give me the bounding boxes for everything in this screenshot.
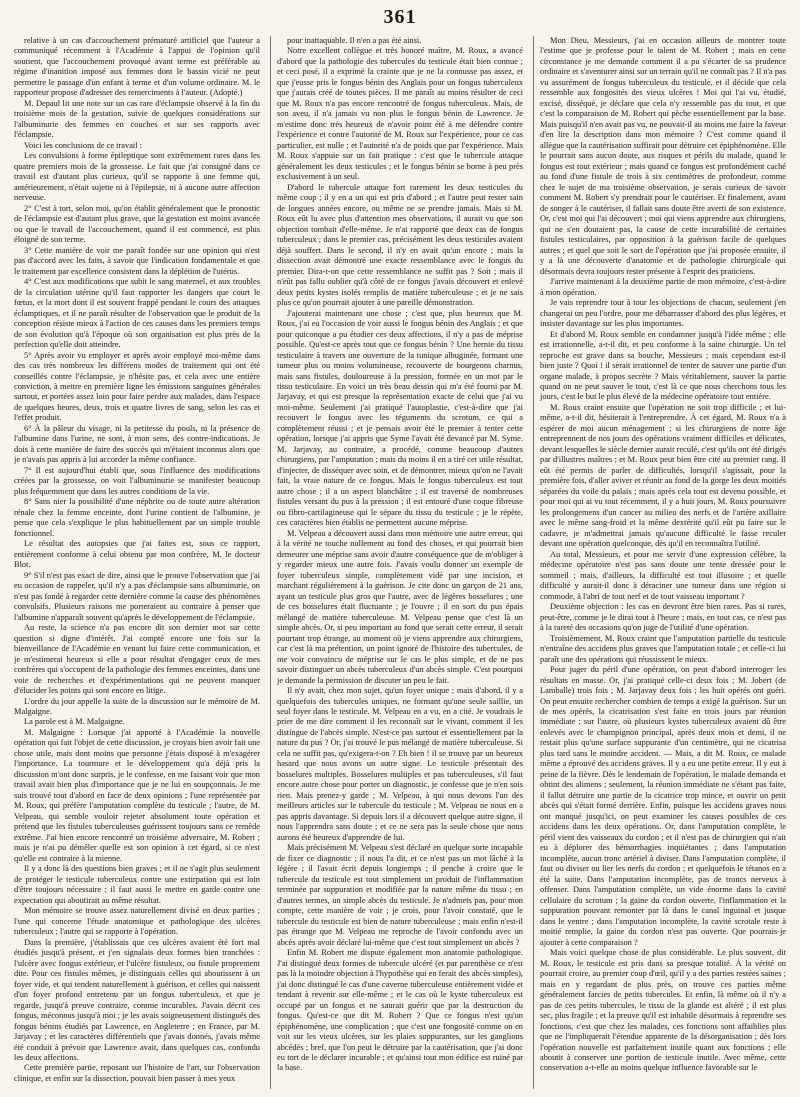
paragraph: 5° Après avoir vu employer et après avoir employé moi-même dans des cas très nombreux les différens modes de traitement qui ont été conseillés contre l'éclampsie, je n'hésite pas, et cela avec une entière conviction, à mettre en première ligne les émissions sanguines générales surtout, et portées assez loin pour faire perdre aux malades, dans l'espace de quelques heures, deux, trois et quatre livres de sang, selon les cas et l'effet produit.	[14, 350, 260, 423]
paragraph: D'abord le tubercule attaque fort rarement les deux testicules du même coup ; il y en a un qui est pris d'abord ; et l'autre peut rester sain de longues années encore, ou même ne se prendre jamais. Mais si M. Roux eût lu avec plus d'attention mes observations, il aurait vu que son objection tombait d'elle-même. Je n'ai rapporté que deux cas de fongus tuberculeux ; dans le premier cas, précisément les deux testicules avaient déjà souffert. Dans le second, il n'y en avait qu'un encore ; mais la dissection avait démontré une exacte ressemblance avec le fongus du premier. Dira-t-on que cette ressemblance ne suffit pas ? Soit ; mais il n'eût pas fallu oublier qu'à côté de ce fongus j'avais découvert et enlevé deux petits kystes isolés remplis de matière tuberculeuse ; et je ne sais plus ce qu'on pourrait ajouter à une pareille démonstration.	[277, 182, 523, 308]
paragraph: M. Velpeau a découvert aussi dans mon mémoire une autre erreur, qui à la vérité ne touche nullement au fond des choses, et qui pourrait bien demeurer une méprise sans avoir d'autre conséquence que de m'obliger à y regarder mieux une autre fois. J'avais voulu donner un exemple de foyer tuberculeux simple, complètement vidé par une incision, et marchant régulièrement à la guérison. Je cite donc un garçon de 21 ans, ayant un testicule plus gros que l'autre, avec de légères bosselures ; une de ces bosselures était fluctuante ; je l'ouvre ; il en sort du pus épais mélangé de matière tuberculeuse. M. Velpeau pense que c'est là un simple abcès. Or, si peu important au fond que serait cette erreur, il serait pourtant trop étrange, au moment où je viens apprendre aux chirurgiens, car c'est là ma prétention, un point ignoré de l'histoire des tubercules, de me voir convaincu de méprise sur le cas le plus simple, et de ne pas savoir distinguer un abcès tuberculeux d'un abcès simple. C'est pourquoi je demande la permission de discuter un peu le fait.	[277, 528, 523, 685]
paragraph: Deuxième objection : les cas en devront être bien rares. Pas si rares, peut-être, comme je le dirai tout à l'heure ; mais, en tout cas, ce n'est pas à la rareté des occasions qu'on juge de l'utilité d'une opération.	[540, 602, 786, 633]
paragraph: Au total, Messieurs, et pour me servir d'une expression célèbre, la médecine opératoire n'est pas sans doute une tente dressée pour le sommeil ; mais, d'ailleurs, la difficulté est tout illusoire ; et quelle difficulté y aurait-il donc à déraciner une tumeur dans une région si commode, à l'abri de tout nerf et de tout vaisseau important ?	[540, 549, 786, 601]
paragraph: M. Depaul lit une note sur un cas rare d'éclampsie observé à la fin du troisième mois de la gestation, suivie de quelques considérations sur l'albuminurie des femmes en couches et sur ses rapports avec l'éclampsie.	[14, 98, 260, 140]
paragraph: Enfin M. Robert me dispute également mon anatomie pathologique. J'ai distingué deux formes de tubercule ulcéré (et par parenthèse ce n'est pas là la moindre objection à l'hypothèse qui en ferait des abcès simples), j'ai donc distingué le cas d'une caverne tuberculeuse entièrement vidée et tendant à revenir sur elle-même ; et le cas où le kyste tuberculeux est occupé par un fongus et ne saurait guérir que par la destruction du fongus. Qu'est-ce que dit M. Robert ? Que ce fongus n'est qu'un épiphénomène, une complication ; que c'est une fongosité comme on en voit sur les vieux ulcères, sur les plaies suppurantes, sur les ganglions abcédés ; bref, que l'on peut le détruire par la cautérisation, que j'ai donc eu tort de le déclarer incurable ; et qu'ainsi tout mon édifice est ruiné par la base.	[277, 948, 523, 1073]
paragraph: Le résultat des autopsies que j'ai faites est, sous ce rapport, entièrement conforme à celui obtenu par mon confrère, M. le docteur Blot.	[14, 539, 260, 570]
paragraph: Il n'y avait, chez mon sujet, qu'un foyer unique ; mais d'abord, il y a quelquefois des tubercules uniques, ne formant qu'une seule saillie, un seul foyer dans le testicule. M. Velpeau en a vu, en a cité. Je voudrais le prier de me dire comment il les reconnaît sur le vivant, comment il les distingue de l'abcès simple. N'est-ce pas surtout et essentiellement par la nature du pus ? Or, j'ai trouvé le pus mélangé de matière tuberculeuse. Si cela ne suffit pas, qu'exigera-t-on ? Eh bien ! il se trouve par un heureux hasard que nous avons un autre signe. Le testicule présentait des bosselures multiples. Bosselures multiples et pas tuberculeuses, s'il faut encore autre chose pour porter un diagnostic, je confesse que je n'en sois rien. Mais prenez-y garde ; M. Velpeau, à qui nous devons l'un des meilleurs articles sur le tubercule du testicule ; M. Velpeau ne nous en a pas appris davantage. Si depuis lors il a découvert quelque autre signe, il nous l'apprendra sans doute ; et ce ne sera pas la seule chose que nous aurons été heureux d'apprendre de lui.	[277, 686, 523, 842]
paragraph: Les convulsions à forme épileptique sont extrêmement rares dans les quatre premiers mois de la grossesse. Le fait que j'ai consigné dans ce travail est d'autant plus curieux, qu'il se rapporte à une femme qui, antérieurement, n'était sujette ni à l'épilepsie, ni à aucune autre affection nerveuse.	[14, 151, 260, 203]
paragraph: 8° Sans nier la possibilité d'une néphrite ou de toute autre altération rénale chez la femme enceinte, dont l'urine contient de l'albumine, je pense que cela s'explique le plus habituellement par un simple trouble fonctionnel.	[14, 497, 260, 538]
text-columns	[14, 36, 786, 1089]
paragraph: Au reste, la science n'a pas encore dit son dernier mot sur cette question si digne d'intérêt. J'ai compté encore une fois sur la bienveillance de l'Académie en venant lui faire cette communication, et je m'estimerai heureux si elle a pour résultat d'engager ceux de mes confrères qui s'occupent de la pathologie des femmes enceintes, dans une voie de recherches et d'expérimentations qui ne peuvent manquer d'élucider les points qui sont encore en litige.	[14, 623, 260, 696]
paragraph: 6° À la pâleur du visage, ni la petitesse du pouls, ni la présence de l'albumine dans l'urine, ne sont, à mon sens, des contre-indications. Je dois à cette manière de faire des succès qui m'étaient inconnus alors que je n'avais pas appris à lui accorder la même confiance.	[14, 423, 260, 465]
paragraph: Mais voici quelque chose de plus considérable. Le plus souvent, dit M. Roux, le testicule est pris dans sa presque totalité. À la vérité on pourrait croire, au premier coup d'œil, qu'il y a des parties restées saines ; mais en y regardant de plus près, on trouve ces parties même généralement farcies de petits tubercules. Et enfin, là même où il n'y a pas de ces petits tubercules, le tissu de la glande est altéré ; il est plus sec, plus fragile ; et la preuve qu'il est inhabile désormais à reprendre ses fonctions, c'est que chez les malades, ces fonctions sont affaiblies plus que ne l'impliquerait l'étendue apparente de la désorganisation ; dès lors l'opération nouvelle est parfaitement inutile quant aux fonctions ; elle aboutit à conserver une portion de testicule inutile. Avec même, cette conservation a-t-elle au moins quelque influence favorable sur le	[540, 948, 786, 1073]
page-number: 361	[383, 6, 417, 28]
column-right	[533, 36, 786, 1089]
paragraph: J'ajouterai maintenant une chose ; c'est que, plus heureux que M. Roux, j'ai eu l'occasion de voir aussi le fongus bénin des Anglais ; et que pour quiconque a pu étudier ces deux affections, il n'y a pas de méprise possible. Qu'est-ce après tout que ce fongus bénin ? Une hernie du tissu testiculaire à travers une ouverture de la tunique albuginée, formant une tumeur plus ou moins volumineuse, recouverte de bourgeons charnus, mais sans fistules, douloureuse à la pression, formée en un mot par le tissu testiculaire. En voici un très beau dessin qui m'a été fourni par M. Jarjavay, et qui est presque la représentation exacte de celui que j'ai vu moi-même. Seulement j'ai pratiqué l'autoplastie, c'est-à-dire que j'ai recouvert le fongus avec les téguments du scrotum, ce qui a complètement réussi ; et je pensais avoir été le premier à tenter cette opération, lorsque j'ai appris que Syme l'avait été devancé par M. Syme. M. Jarjavay, au contraire, a procédé, comme beaucoup d'autres chirurgiens, par l'amputation ; mais du moins il en a tiré cet utile résultat, d'injecter, de disséquer avec soin, et de démontrer, mieux qu'on ne l'avait fait, la vraie nature de ce fongus. Mais le fongus tuberculeux est tout autre chose ; il a un aspect blanchâtre ; il est traversé de nombreuses fistules versant du pus à la pression ; il est entouré d'une coque fibreuse ou fibro-cartilagineuse qui le sépare du tissu du testicule ; je le répète, ces caractères bien établis ne permettent aucune méprise.	[277, 308, 523, 528]
column-left	[14, 36, 260, 1089]
paragraph: Mon mémoire se trouve assez naturellement divisé en deux parties ; l'une qui concerne l'étude anatomique et pathologique des ulcères tuberculeux ; l'autre qui se rapporte à l'opération.	[14, 906, 260, 937]
paragraph: relative à un cas d'accouchement prématuré artificiel que l'auteur a communiqué récemment à l'Académie à l'appui de l'opinion qu'il soutient, que l'accouchement provoqué avant terme est préférable au régime d'inanition imposé aux femmes dont le bassin vicié ne peut permettre le passage d'un enfant à terme et d'un volume ordinaire. M. le rapporteur propose d'adresser des remerciments à l'auteur. (Adopté.)	[14, 36, 260, 98]
paragraph: J'arrive maintenant à la deuxième partie de mon mémoire, c'est-à-dire à mon opération.	[540, 277, 786, 297]
paragraph: Pour juger du péril d'une opération, on peut d'abord interroger les résultats en masse. Or, j'ai pratiqué celle-ci deux fois ; M. Jobert (de Lamballe) trois fois ; M. Jarjavay deux fois ; les huit opérés ont guéri. On peut ensuite rechercher combien de temps a exigé la guérison. Sur un de mes opérés, la cicatrisation s'est faite en trois jours par réunion immédiate ; sur l'autre, où plusieurs kystes tuberculeux avaient dû être enlevés avec le champignon principal, après deux mois et demi, il ne restait plus qu'une surface suppurante d'un centimètre, qui ne cicatrisa plus tard sans le moindre accident. — Mais, a dit M. Roux, ce malade même a éprouvé des accidens graves. Il y a eu une petite erreur. Il y eut à peine de la fièvre. Dès le lendemain de l'opération, le malade demanda et obtint des alimens ; seulement, la réunion immédiate ne s'étant pas faite, il fallut détruire une partie de la cicatrice trop mince, et ouvrir un petit abcès qui s'était formé derrière. Enfin, puisque les accidens graves nous ont manqué jusqu'ici, on peut examiner les causes possibles de ces accidens dans les deux opérations. Or, dans l'amputation complète, le péril vient des vaisseaux du cordon ; et il n'est pas de chirurgien qui n'ait eu à déplorer des hémorrhagies inquiétantes ; dans l'amputation incomplète, aucun tronc artériel à diviser. Dans l'amputation complète, il faut ou diviser ou lier les nerfs du cordon ; et quelquefois le tétanos en a été la suite. Dans l'amputation incomplète, pas de troncs nerveux à offenser. Dans l'amputation complète, un vide énorme dans la cavité cellulaire du scrotum ; la gaine du cordon ouverte, l'inflammation et la suppuration pouvant remonter par là dans le canal inguinal et jusque dans le ventre ; dans l'amputation incomplète, la cavité scrotale reste à moitié remplie, la gaine du cordon n'est pas ouverte. Que pourrais-je ajouter à cette comparaison ?	[540, 665, 786, 947]
paragraph: pour inattaquable. Il n'en a pas été ainsi.	[287, 36, 422, 45]
paragraph: Notre excellent collègue et très honoré maître, M. Roux, a avancé d'abord que la pathologie des tubercules du testicule était bien connue ; et ceci posé, il a exprimé la crainte que je ne la connusse pas assez, et que j'eusse pris le fongus bénin des Anglais pour un fongus tuberculeux que j'aurais créé de toutes pièces. Il me paraît au moins résulter de ceci que M. Roux n'a pas encore rencontré de fongus tuberculeux. Mais, de son aveu, il n'a jamais vu non plus le fongus bénin de Lawrence. Je m'estime donc très heureux de n'avoir point été à me défendre contre l'expérience et contre l'autorité de M. Roux sur l'expérience, pour ce cas particulier, est nulle ; et l'autorité n'a de poids que par l'expérience. Mais M. Roux s'appuie sur un fait pratique : c'est que le tubercule attaque généralement les deux testicules ; et le fongus bénin se borne à peu près exclusivement à un seul.	[277, 46, 523, 182]
paragraph: Et d'abord M. Roux semble en condamner jusqu'à l'idée même ; elle est irrationnelle, a-t-il dit, et peu conforme à la saine chirurgie. Un tel reproche est grave dans sa bouche, Messieurs ; mais cependant est-il bien juste ? Quoi ! il serait irrationnel de tenter de sauver une partie d'un organe malade, à propos secrète ? Mais véritablement, sauver la partie quand on ne peut sauver le tout, c'est là ce que nous cherchons tous les jours, c'est le but le plus élevé de la médecine opératoire tout entière.	[540, 329, 786, 402]
paragraph: 3° Cette manière de voir me paraît fondée sur une opinion qui n'est pas d'accord avec les faits, à savoir que l'indication fondamentale et que le traitement par excellence consistent dans la déplétion de l'utérus.	[14, 245, 260, 276]
paragraph: Mais précisément M. Velpeau s'est déclaré en quelque sorte incapable de fixer ce diagnostic ; il nous l'a dit, et ce n'est pas un mot lâché à la légère ; il l'avait écrit depuis longtemps ; il penche à croire que le tubercule du testicule est tout simplement un produit de l'inflammation terminée par suppuration et modifiée par la nature même du tissu ; en d'autres termes, un simple abcès du testicule. Je n'admets pas, pour mon compte, cette manière de voir ; je crois, pour l'avoir constaté, que le tubercule du testicule est bien de nature tuberculeuse ; mais enfin n'est-il pas étrange que M. Velpeau me reproche de l'avoir confondu avec un abcès après avoir déclaré lui-même que c'est tout simplement un abcès ?	[277, 843, 523, 947]
paragraph: Mon Dieu, Messieurs, j'ai en occasion ailleurs de montrer toute l'estime que je professe pour le talent de M. Robert ; mais en cette circonstance je me demande comment il a pu s'écarter de sa prudence ordinaire et s'aventurer ainsi sur un terrain qu'il ne connaît pas ? Il n'a pas vu assurément de fongus tuberculeux du testicule, et il décide que cela ressemble aux fongosités des vieux ulcères ! Moi qui l'ai vu, étudié, excisé, disséqué, je déclare que cela n'y ressemble pas du tout, et que c'est la comparaison de M. Robert qui pèche essentiellement par la base. Mais puisqu'il n'en avait pas vu, ne pouvait-il au moins me faire la faveur d'en lire la description dans mon mémoire ? C'est comme quand il allègue que la cautérisation suffirait pour détruire cet épiphénomène. Elle le pourrait sans aucun doute, aux risques et périls du malade, quand le fongus est tout extérieur ; mais quand ce fongus est profondément caché au fond d'une fistule de trois à six centimètres de profondeur, comme chez le sujet de ma troisième observation, je serais curieux de savoir comment M. Robert s'y prendrait pour le cautériser. Et finalement, avant de songer à le cautériser, il fallait sans doute être averti de son existence. Or, c'est moi qui l'ai découvert ; moi qui viens apprendre aux chirurgiens, qui ne s'en doutaient pas, la cause de cette incurabilité de certaines fistules testiculaires, par opposition à la guérison facile de quelques autres ; et quel que soit le sort de l'opération que j'ai proposée ensuite, il y a là une découverte d'anatomie et de pathologie chirurgicale qui désormais devra toujours rester présente à l'esprit des praticiens.	[540, 36, 786, 276]
paragraph: Dans la première, j'établissais que ces ulcères avaient été fort mal étudiés jusqu'à présent, et j'en signalais deux formes bien tranchées : l'ulcère avec fongus extérieur, et l'ulcère fistuleux, ou fistule proprement dite. Pour ces fistules mêmes, je distinguais celles qui aboutissent à un foyer vide, et qui tendent naturellement à guérison, et celles qui naissent d'un foyer profond entretenu par un fongus tuberculeux, et que je regarde, jusqu'à preuve contraire, comme incurables. J'avais décrit ces fongus, méconnus jusqu'à moi ; je les avais soigneusement distingués des fongus bénins étudiés par Lawrence, en Angleterre ; en France, par M. Jarjavay ; et les caractères différentiels que j'avais donnés, j'avais même été conduit à prévoir que Lawrence avait, dans quelques cas, confondu les deux affections.	[14, 937, 260, 1062]
column-middle	[270, 36, 523, 1089]
paragraph: Cette première partie, reposant sur l'histoire de l'art, sur l'observation clinique, et enfin sur la dissection, pouvait bien passer à mes yeux	[14, 1063, 260, 1083]
paragraph: M. Malgaigne : Lorsque j'ai apporté à l'Académie la nouvelle opération qui fait l'objet de cette discussion, je croyais bien avoir fait une chose utile, mais dont moins que personne j'étais disposé à m'exagérer l'importance. La tourmure et le développement qu'a déjà pris la discussion m'ont donc surpris, je le confesse, en me faisant voir que mon travail avait bien plus d'importance que je ne lui en soupçonnais. Je me suis trouvé tout d'abord en face de deux opinions ; l'une représentée par M. Roux, qui préfère l'amputation complète du testicule ; l'autre, de M. Velpeau, qui semble vouloir rejeter absolument toute opération et prétend que les fistules tuberculeuses guérissent toujours sans ce remède extrême. J'ai bien encore rencontré un troisième adversaire, M. Robert ; mais je n'ai pu démêler quelle est son opinion à cet égard, si ce n'est qu'elle est contraire à la mienne.	[14, 727, 260, 863]
paragraph: L'ordre du jour appelle la suite de la discussion sur le mémoire de M. Malgaigne.	[14, 696, 260, 716]
paragraph: M. Roux craint ensuite que l'opération ne soit trop difficile ; et lui-même, a-t-il dit, hésiterait à l'entreprendre. À cet égard, M. Roux n'a à espérer de moi aucun ménagement ; si les chirurgiens de notre âge entreprennent de nos jours des opérations vraiment difficiles et délicates, devant lesquelles le siècle dernier aurait reculé, c'est qu'ils ont été dirigés par d'illustres maîtres ; et M. Roux peut bien être cité au premier rang. Il eût été permis de parler de difficultés, lorsqu'il s'agissait, pour la première fois, d'aller aviver et réunir au fond de la gorge les deux moitiés séparées du voile du palais ; mais après cela tout est devenu possible, et pour moi qui ai vu tout récemment, il y a huit jours, M. Roux poursuivre les prolongemens d'un cancer au milieu des nerfs et de l'artère axillaire avec le même sang-froid et la même dextérité qu'il eût pu faire sur le cadavre, je m'admettrai jamais qu'aucune difficulté le fasse reculer devant une opération quelconque, dès qu'il en reconnaîtra l'utilité.	[540, 402, 786, 549]
paragraph: La parole est à M. Malgaigne.	[24, 717, 125, 727]
paragraph: 9° S'il n'est pas exact de dire, ainsi que le prouve l'observation que j'ai eu occasion de rappeler, qu'il n'y a pas d'éclampsie sans albuminurie, on n'est pas fondé à regarder cette dernière comme la cause des phénomènes convulsifs. Plusieurs raisons me porteraient au contraire à penser que l'albumine n'apparaît souvent qu'après le développement de l'éclampsie.	[14, 570, 260, 622]
paragraph: 4° C'est aux modifications que subit le sang maternel, et aux troubles de la circulation utérine qu'il faut rapporter les dangers que court le fœtus, et la mort dont il est souvent frappé pendant le cours des attaques éclamptiques, et il ne paraît résulter de l'observation que le produit de la conception résiste mieux à l'action de ces causes dans les premiers temps de son évolution qu'à l'époque où son organisation est plus près de la perfection qu'elle doit atteindre.	[14, 277, 260, 350]
paragraph: Je vais reprendre tour à tour les objections de chacun, seulement j'en changerai un peu l'ordre, pour me débarrasser d'abord des plus légères, et insister davantage sur les plus importantes.	[540, 298, 786, 329]
paragraph: 7° Il est aujourd'hui établi que, sous l'influence des modifications créées par la grossesse, on voit l'albuminurie se manifester beaucoup plus fréquemment que dans les autres conditions de la vie.	[14, 465, 260, 496]
paragraph: Il y a donc là des questions bien graves ; et il ne s'agit plus seulement de protéger le testicule tuberculeux contre une extirpation qui est loin d'être toujours nécessaire ; il faut aussi le mettre en garde contre une expectation qui aboutirait au même résultat.	[14, 864, 260, 905]
paragraph: Troisièmement, M. Roux craint que l'amputation partielle du testicule n'entraîne des accidens plus graves que l'amputation totale ; et celle-ci lui paraît une des opérations qui réussissent le mieux.	[540, 633, 786, 664]
paragraph: Voici les conclusions de ce travail :	[24, 140, 142, 150]
paragraph: 2° C'est à tort, selon moi, qu'on établit généralement que le pronostic de l'éclampsie est d'autant plus grave, que la gestation est moins avancée ou que le travail de l'accouchement, quand il est commencé, est plus éloigné de son terme.	[14, 203, 260, 245]
